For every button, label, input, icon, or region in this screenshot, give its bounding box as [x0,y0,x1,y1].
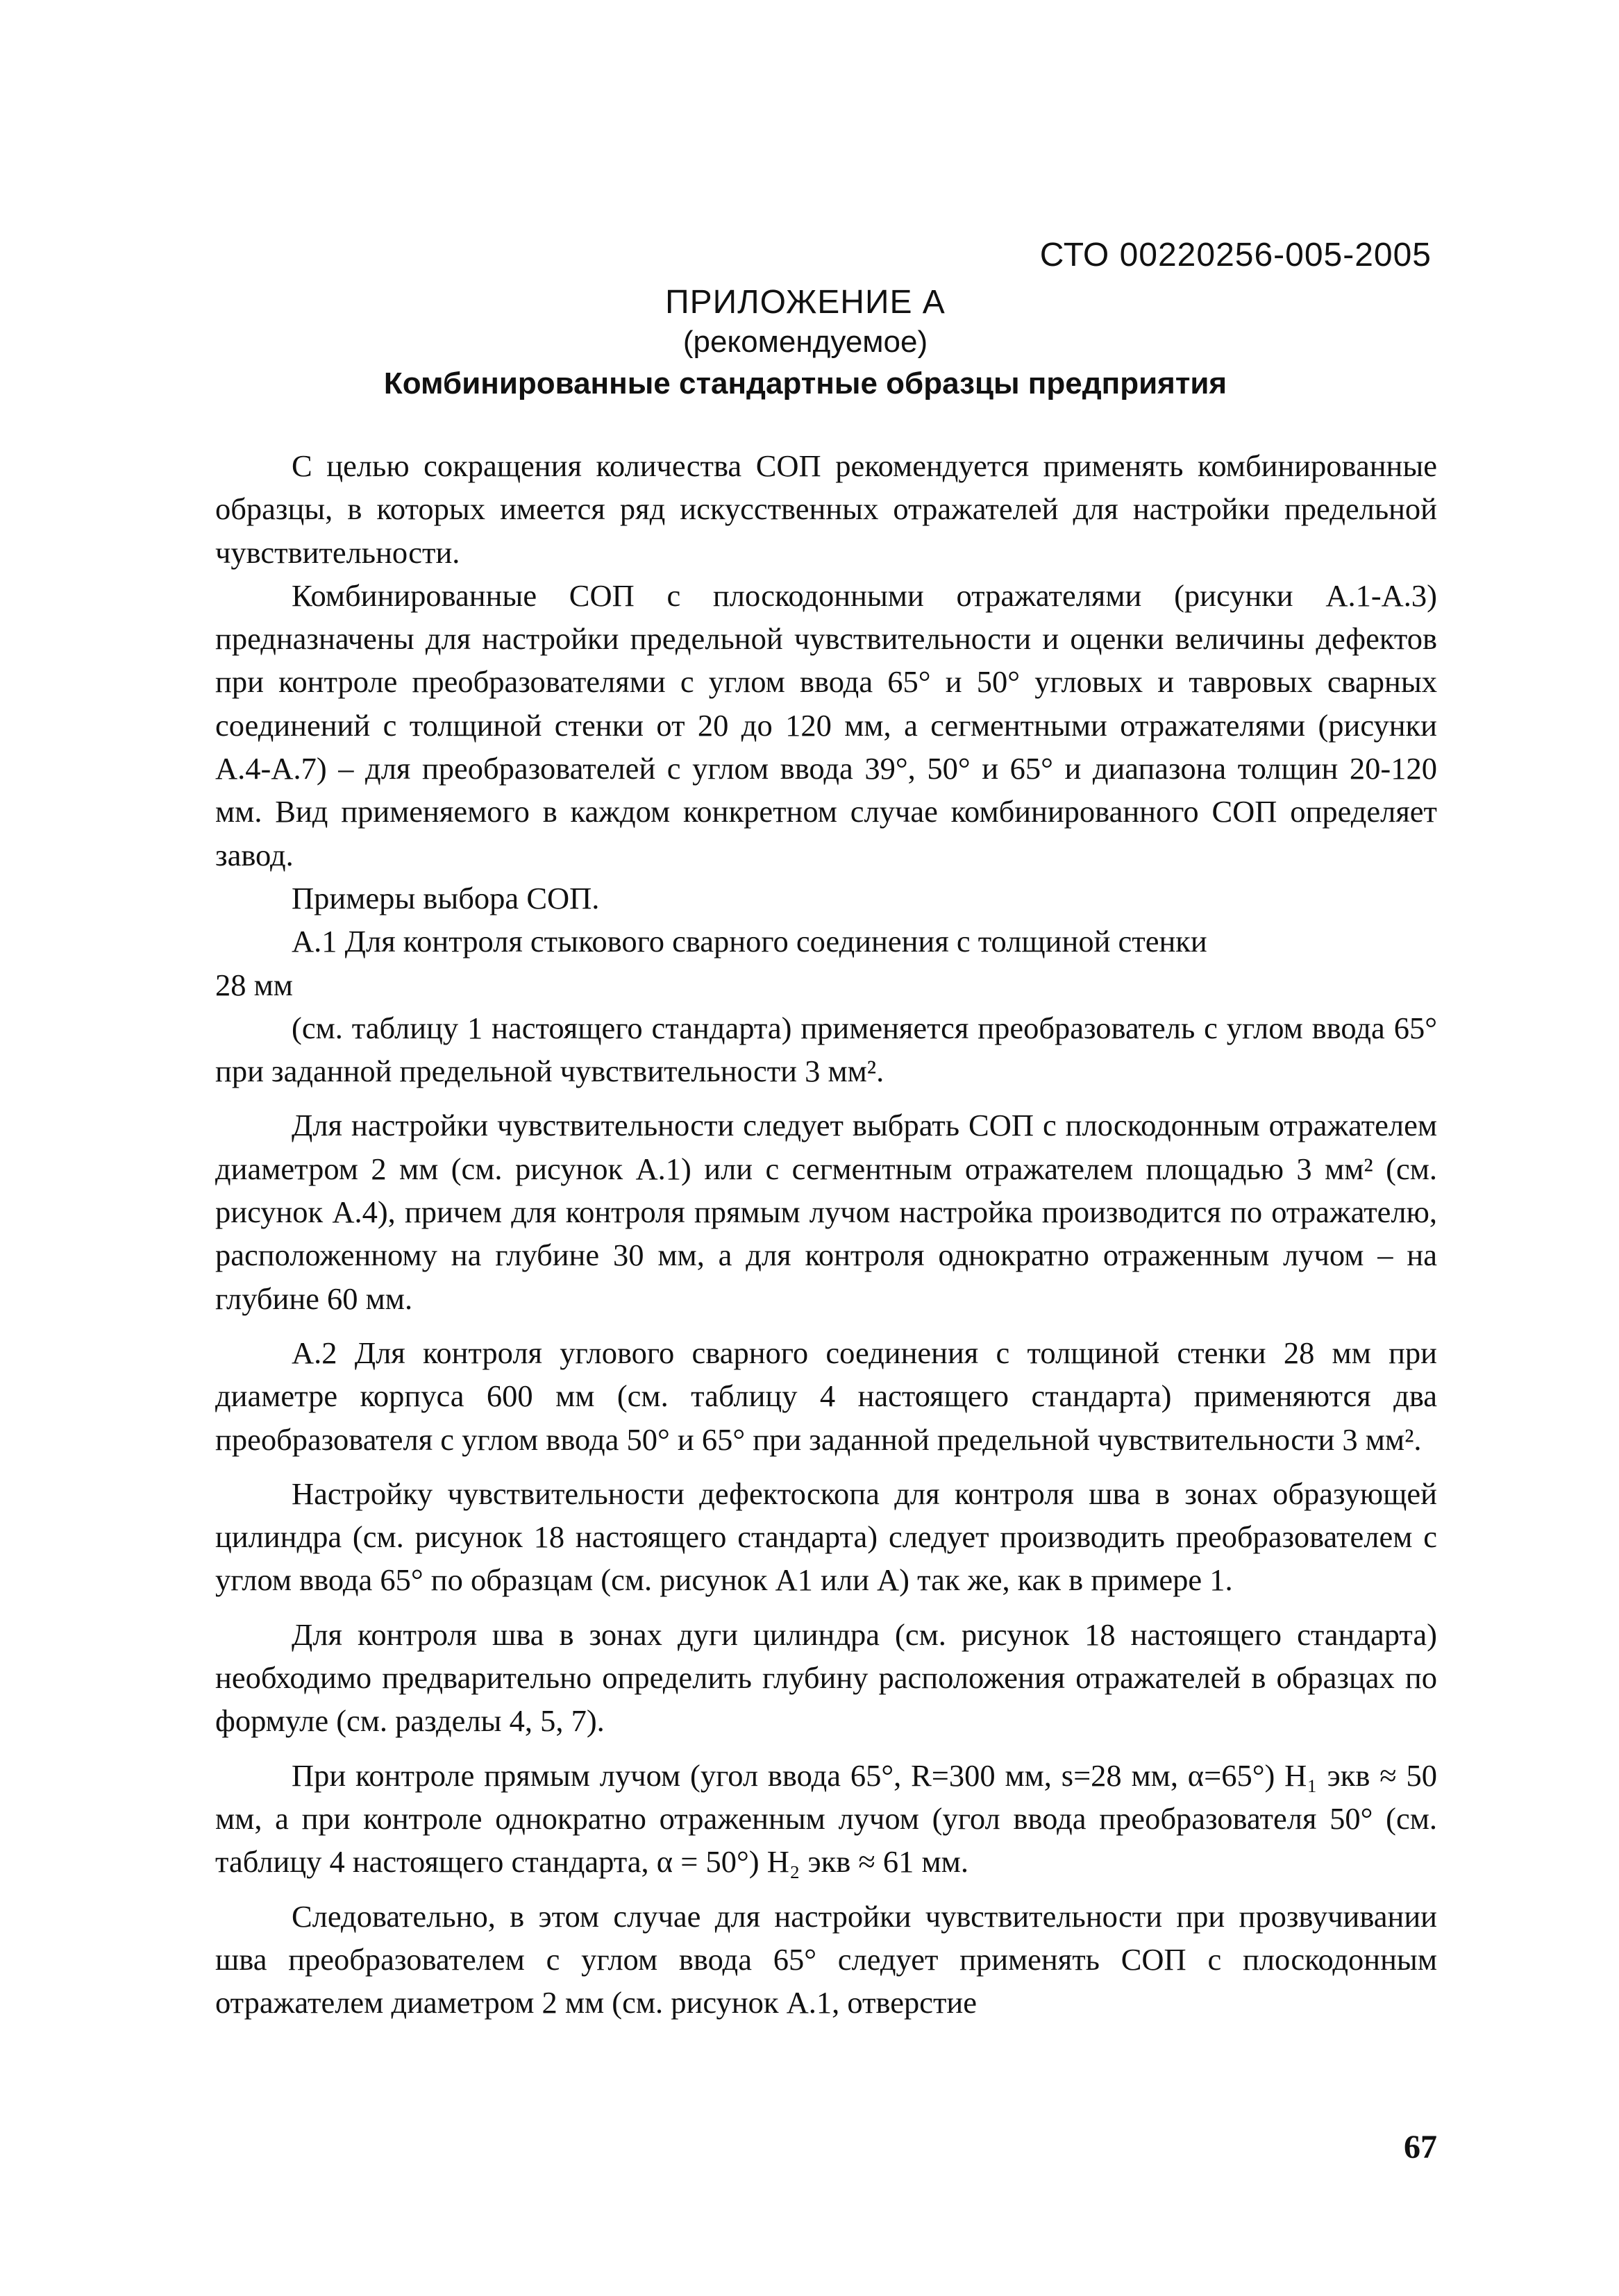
paragraph-example-a1-thickness: 28 мм [215,967,293,1002]
appendix-name: Комбинированные стандартные образцы предприятия [383,366,1227,400]
appendix-status: (рекомендуемое) [682,325,928,359]
paragraph-arc-zones: Для контроля шва в зонах дуги цилиндра (см. рисунок 18 настоящего стандарта) необходимо предварительно определить глубину расположения отражателей в образцах по формуле (см. разделы 4, 5, 7). [215,1617,1437,1739]
paragraph-generatrix-zones: Настройку чувствительности дефектоскопа для контроля шва в зонах образующей цилиндра (см. рисунок 18 настоящего стандарта) следует производить преобразователем с углом ввода 65° по образцам (см. рисунок А1 или А) так же, как в примере 1. [215,1476,1437,1598]
document-body [215,444,1437,2024]
paragraph-sensitivity-setup: Для настройки чувствительности следует выбрать СОП с плоскодонным отражателем диаметром 2 мм (см. рисунок А.1) или с сегментным отражателем площадью 3 мм² (см. рисунок А.4), причем для контроля прямым лучом настройка производится по отражателю, расположенному на глубине 30 мм, а для контроля однократно отраженным лучом – на глубине 60 мм. [215,1108,1437,1316]
paragraph-combined-sop: Комбинированные СОП с плоскодонными отражателями (рисунки А.1-А.3) предназначены для настройки предельной чувствительности и оценки величины дефектов при контроле преобразователями с углом ввода 65° и 50° угловых и тавровых сварных соединений с толщиной стенки от 20 до 120 мм, а сегментными отражателями (рисунки А.4-А.7) – для преобразователей с углом ввода 39°, 50° и 65° и диапазона толщин 20-120 мм. Вид применяемого в каждом конкретном случае комбинированного СОП определяет завод. [215,577,1437,872]
paragraph-example-a1-cont: (см. таблицу 1 настоящего стандарта) применяется преобразователь с углом ввода 65° при заданной предельной чувствительности 3 мм². [215,1010,1437,1089]
document-code: СТО 00220256-005-2005 [1039,237,1432,273]
paragraph-direct-beam: При контроле прямым лучом (угол ввода 65°, R=300 мм, s=28 мм, α=65°) H₁ экв ≈ 50 мм, а при контроле однократно отраженным лучом (угол ввода преобразователя 50° (см. таблицу 4 настоящего стандарта, α = 50°) H₂ экв ≈ 61 мм. [215,1757,1437,1880]
paragraph-conclusion: Следовательно, в этом случае для настройки чувствительности при прозвучивании шва преобразователем с углом ввода 65° следует применять СОП с плоскодонным отражателем диаметром 2 мм (см. рисунок А.1, отверстие [215,1898,1437,2020]
paragraph-examples-heading: Примеры выбора СОП. [292,880,600,915]
appendix-title: ПРИЛОЖЕНИЕ А [665,284,946,321]
paragraph-intro: С целью сокращения количества СОП рекомендуется применять комбинированные образцы, в которых имеется ряд искусственных отражателей для настройки предельной чувствительности. [215,448,1437,570]
paragraph-example-a1: А.1 Для контроля стыкового сварного соединения с толщиной стенки [292,924,1207,959]
paragraph-example-a2: А.2 Для контроля углового сварного соединения с толщиной стенки 28 мм при диаметре корпуса 600 мм (см. таблицу 4 настоящего стандарта) применяются два преобразователя с углом ввода 50° и 65° при заданной предельной чувствительности 3 мм². [215,1335,1437,1457]
page-number: 67 [1404,2129,1437,2166]
